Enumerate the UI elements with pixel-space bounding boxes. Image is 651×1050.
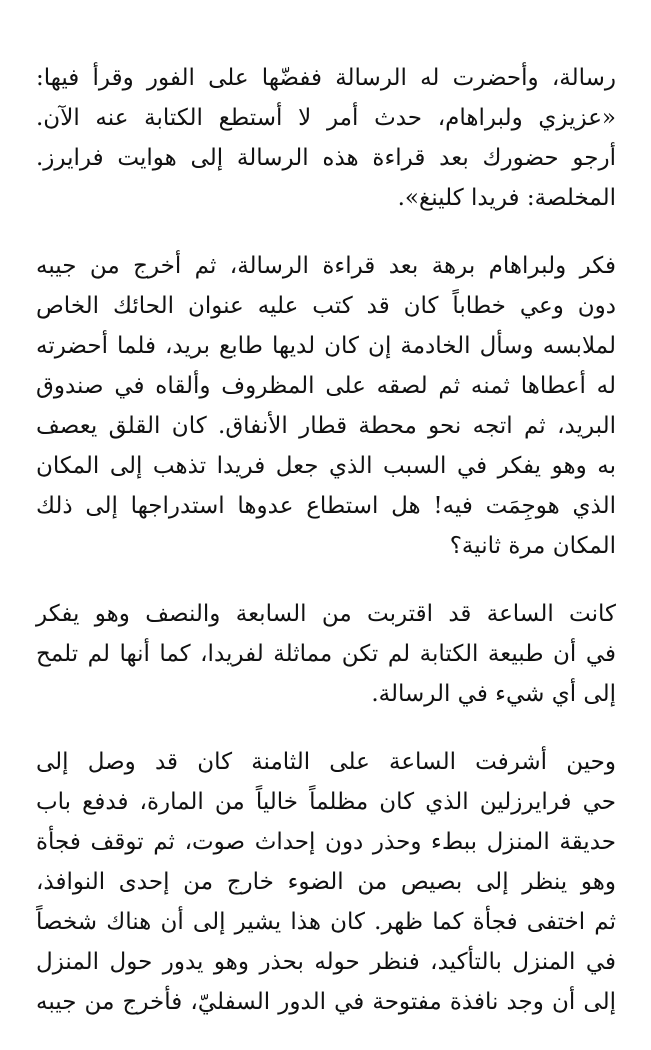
book-page [36,58,616,1050]
text-line: حي فرايرزلين الذي كان مظلماً خالياً من المارة، فدفع باب [36,789,616,815]
text-line: المخلصة: فريدا كلينغ». [397,185,616,211]
text-line: في المنزل بالتأكيد، فنظر حوله بحذر وهو يدور حول المنزل [36,949,616,975]
text-line: له أعطاها ثمنه ثم لصقه على المظروف وألقاه في صندوق [36,373,616,399]
text-line: إلى أن وجد نافذة مفتوحة في الدور السفليّ، فأخرج من جيبه [36,989,616,1015]
text-line: وهو ينظر إلى بصيص من الضوء خارج من إحدى النوافذ، [36,869,616,895]
text-line: المكان مرة ثانية؟ [449,533,616,559]
text-line: فكر ولبراهام برهة بعد قراءة الرسالة، ثم أخرج من جيبه [36,253,616,279]
text-line: ثم اختفى فجأة كما ظهر. كان هذا يشير إلى أن هناك شخصاً [36,909,616,935]
text-line: حديقة المنزل ببطء وحذر دون إحداث صوت، ثم توقف فجأة [36,829,616,855]
paragraph-2 [36,246,616,566]
text-line: الذي هوجِمَت فيه! هل استطاع عدوها استدراجها إلى ذلك [36,493,616,519]
paragraph-3 [36,594,616,714]
text-line: لملابسه وسأل الخادمة إن كان لديها طابع بريد، فلما أحضرته [36,333,616,359]
text-line: كانت الساعة قد اقتربت من السابعة والنصف وهو يفكر [36,601,616,627]
paragraph-4 [36,742,616,1022]
text-line: به وهو يفكر في السبب الذي جعل فريدا تذهب إلى المكان [36,453,616,479]
text-line: «عزيزي ولبراهام، حدث أمر لا أستطع الكتابة عنه الآن. [36,105,616,131]
text-line: البريد، ثم اتجه نحو محطة قطار الأنفاق. كان القلق يعصف [36,413,616,439]
text-line: أرجو حضورك بعد قراءة هذه الرسالة إلى هوايت فرايرز. [36,145,616,171]
text-line: إلى أي شيء في الرسالة. [371,681,616,707]
paragraph-1 [36,58,616,218]
text-line: وحين أشرفت الساعة على الثامنة كان قد وصل إلى [36,749,616,775]
text-line: دون وعي خطاباً كان قد كتب عليه عنوان الحائك الخاص [36,293,616,319]
text-line: رسالة، وأحضرت له الرسالة ففضّها على الفور وقرأ فيها: [36,65,616,91]
text-line: في أن طبيعة الكتابة لم تكن مماثلة لفريدا، كما أنها لم تلمح [36,641,616,667]
